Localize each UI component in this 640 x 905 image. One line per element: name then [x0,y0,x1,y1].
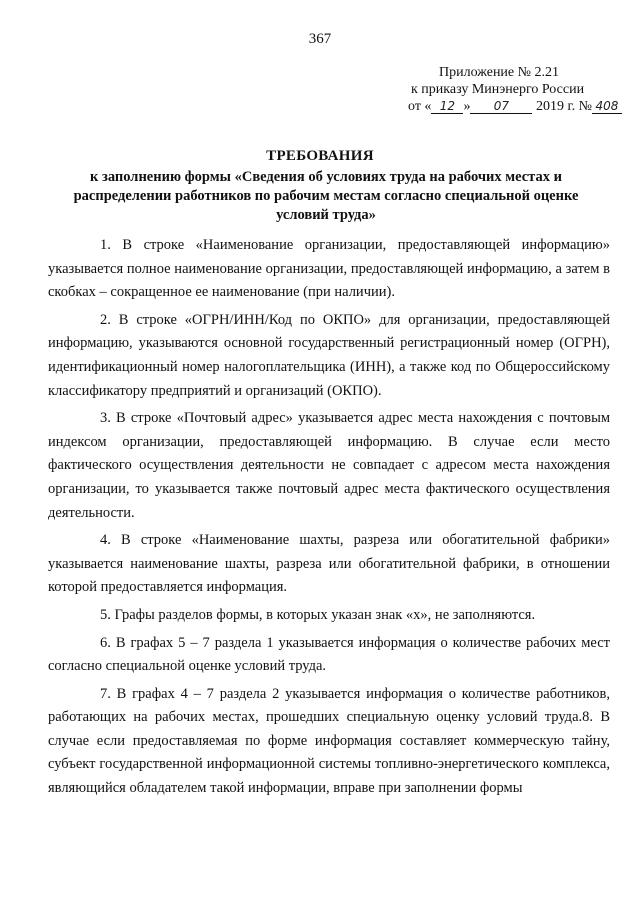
paragraph-6: 6. В графах 5 – 7 раздела 1 указывается информация о количестве рабочих мест согласно специальной оценке условий труда. [48,634,610,675]
appendix-date-line [408,98,633,115]
document-title: ТРЕБОВАНИЯ [266,148,374,164]
paragraph-7: 7. В графах 4 – 7 раздела 2 указывается информация о количестве работников, работающих на рабочих местах, прошедших специальную оценку условий труда.8. В случае если предоставляемая по форме информация составляет коммерческую тайну, субъект государственной информационной системы топливно-энергетического комплекса, являющийся обладателем такой информации, вправе при заполнении формы [48,685,610,797]
date-prefix: от « [408,99,432,114]
paragraph-3: 3. В строке «Почтовый адрес» указывается адрес места нахождения с почтовым индексом организации, предоставляющей информацию. В случае если место фактического осуществления деятельности не совпадает с адресом места нахождения организации, то указывается также почтовый адрес места фактического осуществления деятельности. [48,410,610,521]
appendix-number: Приложение № 2.21 [439,65,559,80]
appendix-header [408,64,633,115]
handwritten-day: 12 [431,99,463,114]
date-year: 2019 г. № [535,99,592,114]
paragraph-5: 5. Графы разделов формы, в которых указан знак «х», не заполняются. [100,606,536,623]
date-mid: » [463,99,471,114]
appendix-order-ref: к приказу Минэнерго России [411,82,585,97]
paragraph-2: 2. В строке «ОГРН/ИНН/Код по ОКПО» для организации, предоставляющей информацию, указываются основной государственный регистрационный номер (ОГРН), идентификационный номер налогоплательщика (ИНН), а также код по Общероссийскому классификатору предприятий и организаций (ОКПО). [48,311,610,399]
paragraph-4: 4. В строке «Наименование шахты, разреза или обогатительной фабрики» указывается наименование шахты, разреза или обогатительной фабрики, в отношении которой предоставляется информация. [48,532,610,596]
handwritten-order-number: 408 [592,99,622,114]
page-number: 367 [308,31,332,47]
document-subtitle: к заполнению формы «Сведения об условиях труда на рабочих местах и распределении работников по рабочим местам согласно специальной оценке условий труда» [73,169,579,223]
handwritten-month: 07 [470,99,532,114]
document-body [48,234,610,805]
paragraph-1: 1. В строке «Наименование организации, предоставляющей информацию» указывается полное наименование организации, предоставляющей информацию, а затем в скобках – сокращенное ее наименование (при наличии). [48,237,610,301]
